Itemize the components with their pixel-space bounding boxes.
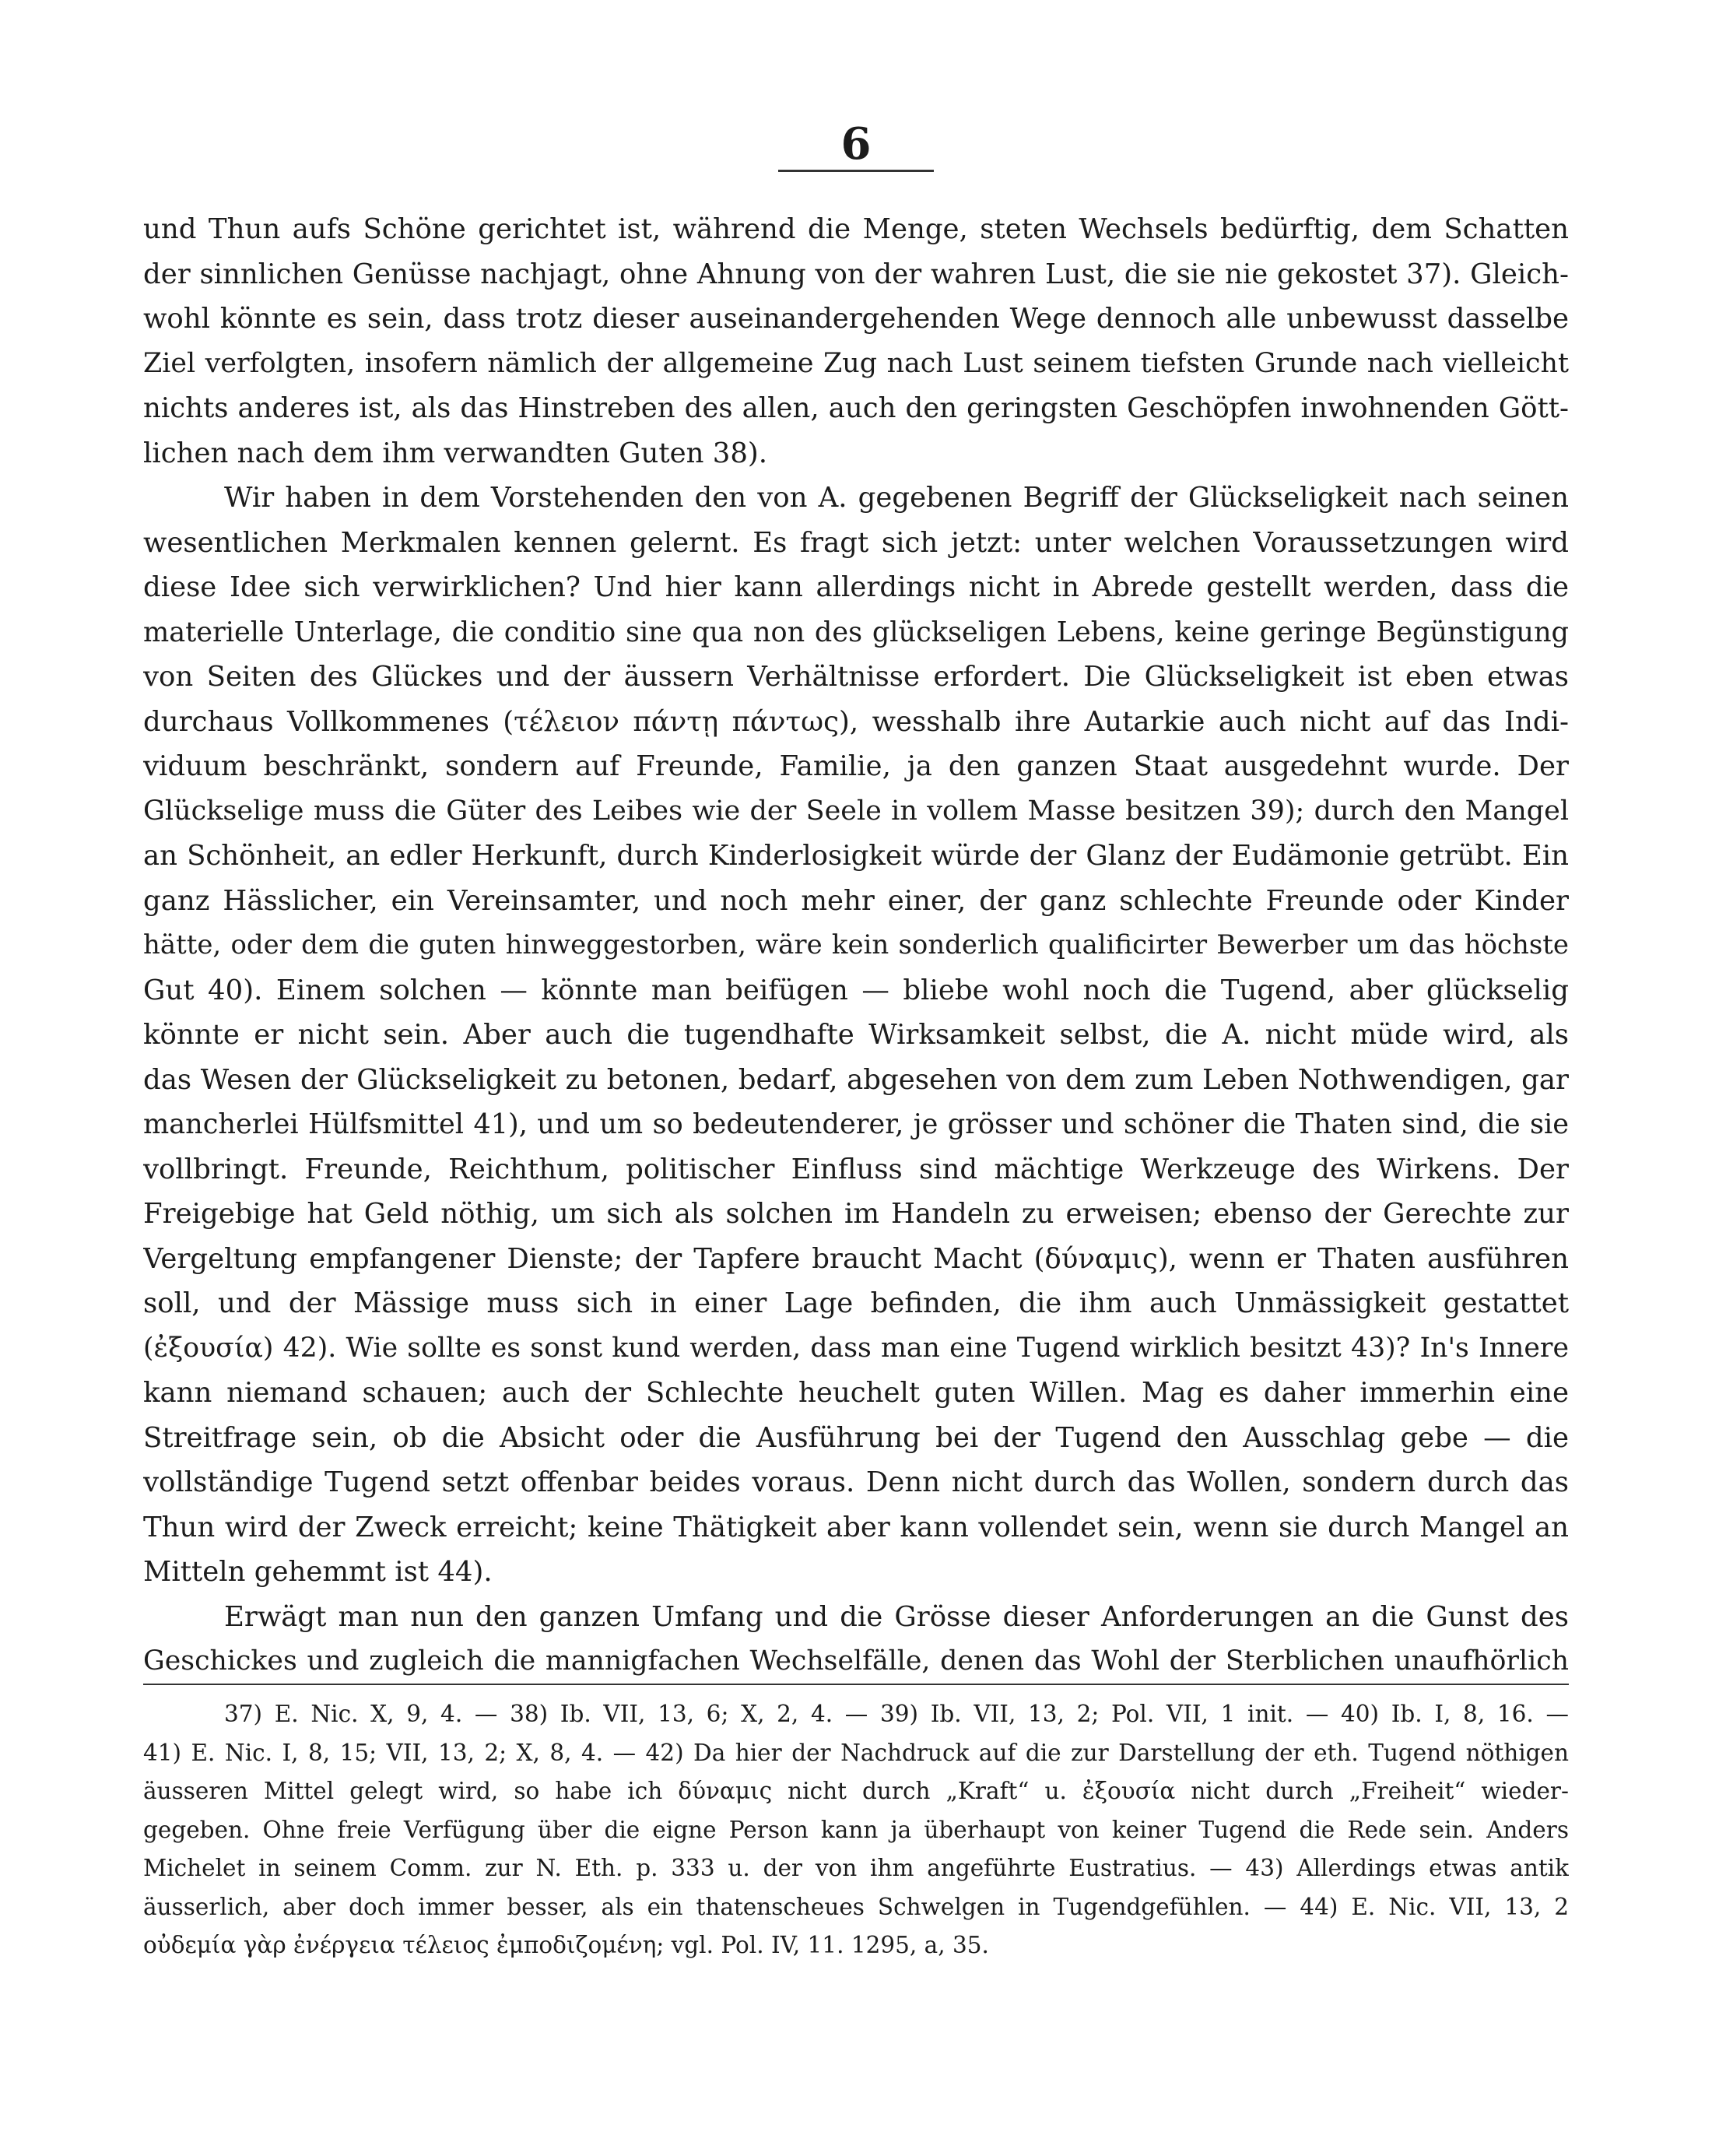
text-line: kann niemand schauen; auch der Schlechte heuchelt guten Willen. Mag es daher immerhin eine xyxy=(143,1377,1569,1409)
text-line: hätte, oder dem die guten hinweggestorben, wäre kein sonderlich qualificirter Bewerber um das höchste xyxy=(143,930,1569,960)
text-line: Gut 40). Einem solchen — könnte man beifügen — bliebe wohl noch die Tugend, aber glückselig xyxy=(143,974,1569,1006)
footnote-line: äusserlich, aber doch immer besser, als ein thatenscheues Schwelgen in Tugendgefühlen. — 44) E. Nic. VII, 13, 2 xyxy=(143,1893,1569,1920)
text-line: lichen nach dem ihm verwandten Guten 38). xyxy=(143,437,768,469)
text-line: wohl könnte es sein, dass trotz dieser auseinandergehenden Wege dennoch alle unbewusst dasselbe xyxy=(143,303,1569,335)
text-line: nichts anderes ist, als das Hinstreben des allen, auch den geringsten Geschöpfen inwohnenden Gött- xyxy=(143,392,1569,424)
text-line: Geschickes und zugleich die mannigfachen Wechselfälle, denen das Wohl der Sterblichen unaufhörlich xyxy=(143,1645,1569,1677)
text-line: vollbringt. Freunde, Reichthum, politischer Einfluss sind mächtige Werkzeuge des Wirkens. Der xyxy=(143,1153,1569,1185)
text-line: wesentlichen Merkmalen kennen gelernt. Es fragt sich jetzt: unter welchen Voraussetzungen wird xyxy=(143,526,1569,559)
text-line: das Wesen der Glückseligkeit zu betonen, bedarf, abgesehen von dem zum Leben Nothwendigen, gar xyxy=(143,1063,1569,1096)
text-line: der sinnlichen Genüsse nachjagt, ohne Ahnung von der wahren Lust, die sie nie gekostet 37). Gleich- xyxy=(143,258,1569,290)
footnote-line: gegeben. Ohne freie Verfügung über die eigne Person kann ja überhaupt von keiner Tugend die Rede sein. Anders xyxy=(143,1816,1569,1843)
text-line: könnte er nicht sein. Aber auch die tugendhafte Wirksamkeit selbst, die A. nicht müde wird, als xyxy=(143,1019,1569,1051)
footnotes xyxy=(143,1695,1569,1965)
text-line: an Schönheit, an edler Herkunft, durch Kinderlosigkeit würde der Glanz der Eudämonie getrübt. Ein xyxy=(143,840,1569,872)
text-line: vollständige Tugend setzt offenbar beides voraus. Denn nicht durch das Wollen, sondern durch das xyxy=(143,1466,1569,1498)
text-line: Freigebige hat Geld nöthig, um sich als solchen im Handeln zu erweisen; ebenso der Gerechte zur xyxy=(143,1198,1569,1230)
footnote-line: οὐδεμία γὰρ ἐνέργεια τέλειος ἐμποδιζομένη; vgl. Pol. IV, 11. 1295, a, 35. xyxy=(143,1932,989,1958)
text-line: Ziel verfolgten, insofern nämlich der allgemeine Zug nach Lust seinem tiefsten Grunde nach vielleicht xyxy=(143,347,1569,379)
text-line: Vergeltung empfangener Dienste; der Tapfere braucht Macht (δύναμις), wenn er Thaten ausführen xyxy=(143,1242,1569,1275)
text-line: Streitfrage sein, ob die Absicht oder die Ausführung bei der Tugend den Ausschlag gebe — die xyxy=(143,1421,1569,1454)
page-number-rule xyxy=(778,170,934,172)
text-line: Erwägt man nun den ganzen Umfang und die Grösse dieser Anforderungen an die Gunst des xyxy=(224,1600,1569,1633)
text-line: diese Idee sich verwirklichen? Und hier kann allerdings nicht in Abrede gestellt werden, dass die xyxy=(143,571,1569,603)
text-line: viduum beschränkt, sondern auf Freunde, Familie, ja den ganzen Staat ausgedehnt wurde. Der xyxy=(143,750,1569,782)
text-line: ganz Hässlicher, ein Vereinsamter, und noch mehr einer, der ganz schlechte Freunde oder Kinder xyxy=(143,884,1569,917)
text-line: Thun wird der Zweck erreicht; keine Thätigkeit aber kann vollendet sein, wenn sie durch Mangel an xyxy=(143,1511,1569,1543)
text-line: und Thun aufs Schöne gerichtet ist, während die Menge, steten Wechsels bedürftig, dem Schatten xyxy=(143,213,1569,245)
text-line: Mitteln gehemmt ist 44). xyxy=(143,1556,493,1588)
footnote-line: 37) E. Nic. X, 9, 4. — 38) Ib. VII, 13, 6; X, 2, 4. — 39) Ib. VII, 13, 2; Pol. VII, 1 init. — 40) Ib. I, 8, 16. — xyxy=(224,1701,1569,1727)
text-line: durchaus Vollkommenes (τέλειον πάντῃ πάντως), wesshalb ihre Autarkie auch nicht auf das Indi- xyxy=(143,705,1569,738)
page-number: 6 xyxy=(840,118,872,170)
text-line: (ἐξουσία) 42). Wie sollte es sonst kund werden, dass man eine Tugend wirklich besitzt 43)? In's Innere xyxy=(143,1332,1569,1364)
text-line: von Seiten des Glückes und der äussern Verhältnisse erfordert. Die Glückseligkeit ist eben etwas xyxy=(143,661,1569,693)
text-line: materielle Unterlage, die conditio sine qua non des glückseligen Lebens, keine geringe Begünstigung xyxy=(143,616,1569,648)
body-text xyxy=(143,207,1569,1684)
footnote-line: Michelet in seinem Comm. zur N. Eth. p. 333 u. der von ihm angeführte Eustratius. — 43) Allerdings etwas antik xyxy=(143,1855,1569,1881)
footnote-rule xyxy=(143,1684,1569,1685)
text-line: Glückselige muss die Güter des Leibes wie der Seele in vollem Masse besitzen 39); durch den Mangel xyxy=(143,795,1569,827)
footnote-line: 41) E. Nic. I, 8, 15; VII, 13, 2; X, 8, 4. — 42) Da hier der Nachdruck auf die zur Darstellung der eth. Tugend nöthigen xyxy=(143,1739,1569,1766)
footnote-line: äusseren Mittel gelegt wird, so habe ich δύναμις nicht durch „Kraft“ u. ἐξουσία nicht durch „Freiheit“ wieder- xyxy=(143,1778,1569,1804)
text-line: soll, und der Mässige muss sich in einer Lage befinden, die ihm auch Unmässigkeit gestattet xyxy=(143,1287,1569,1319)
text-line: Wir haben in dem Vorstehenden den von A. gegebenen Begriff der Glückseligkeit nach seinen xyxy=(224,482,1569,514)
text-line: mancherlei Hülfsmittel 41), und um so bedeutenderer, je grösser und schöner die Thaten sind, die sie xyxy=(143,1108,1569,1140)
